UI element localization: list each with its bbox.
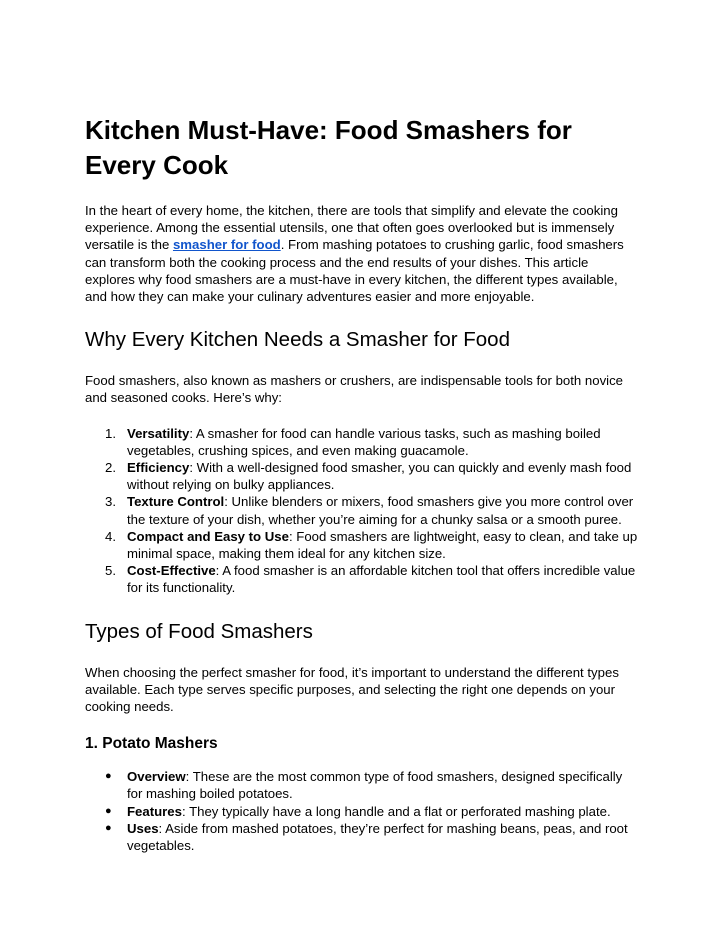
bullet-icon: ● [105,804,112,817]
item-term: Overview [127,769,186,785]
item-text: : Food smashers are lightweight, easy to clean, and take up minimal space, making them ideal for any kitchen size. [127,528,638,562]
item-text: : Unlike blenders or mixers, food smashers give you more control over the texture of your dish, whether you’re aiming for a chunky salsa or a smooth puree. [127,494,634,527]
item-text: : Aside from mashed potatoes, they’re perfect for mashing beans, peas, and root vegetables. [127,820,628,854]
item-term: Versatility [127,425,190,441]
why-list [85,425,640,597]
bullet-icon: ● [105,770,112,783]
potato-mashers-heading: 1. Potato Mashers [85,735,218,753]
intro-text-before: In the heart of every home, the kitchen, there are tools that simplify and elevate the cooking experience. Among the essential utensils, one that often goes overlooked but is immensely versatile is the [85,203,618,253]
item-text: : These are the most common type of food smashers, designed specifically for mashing boiled potatoes. [127,769,623,802]
item-term: Efficiency [127,460,190,476]
item-text: : They typically have a long handle and a flat or perforated mashing plate. [181,803,611,819]
item-term: Features [127,803,182,819]
item-text: : A smasher for food can handle various tasks, such as mashing boiled vegetables, crushing spices, and even making guacamole. [127,425,601,458]
list-number: 4. [105,528,116,544]
intro-text-after: . From mashing potatoes to crushing garlic, food smashers can transform both the cooking process and the end results of your dishes. This article explores why food smashers are a must-have in every kitchen, the different types available, and how they can make your culinary adventures easier and more enjoyable. [85,237,624,305]
potato-list-item [85,768,640,802]
list-number: 3. [105,494,116,510]
document-page [85,113,640,854]
why-list-item [85,528,640,562]
list-number: 5. [105,563,116,579]
why-list-item [85,562,640,596]
bullet-icon: ● [105,821,112,834]
list-number: 1. [105,425,116,441]
item-term: Texture Control [127,494,225,510]
why-heading: Why Every Kitchen Needs a Smasher for Food [85,328,510,352]
page-title: Kitchen Must-Have: Food Smashers for Every Cook [85,115,572,180]
potato-list-item [85,803,640,820]
item-term: Uses [127,820,159,836]
intro-paragraph [85,202,640,305]
potato-mashers-list [85,768,640,854]
why-list-item [85,425,640,459]
smasher-for-food-link[interactable]: smasher for food [172,237,281,253]
item-text: : A food smasher is an affordable kitchen tool that offers incredible value for its functionality. [127,563,636,596]
list-number: 2. [105,460,116,476]
item-term: Compact and Easy to Use [127,528,289,544]
why-intro: Food smashers, also known as mashers or crushers, are indispensable tools for both novice and seasoned cooks. Here’s why: [85,373,624,406]
types-intro: When choosing the perfect smasher for food, it’s important to understand the different types available. Each type serves specific purposes, and selecting the right one depends on your cooking needs. [85,664,619,715]
why-list-item [85,493,640,527]
types-heading: Types of Food Smashers [85,619,313,643]
why-list-item [85,459,640,493]
item-term: Cost-Effective [127,563,216,579]
item-text: : With a well-designed food smasher, you can quickly and evenly mash food without relying on bulky appliances. [127,460,632,493]
potato-list-item [85,820,640,854]
